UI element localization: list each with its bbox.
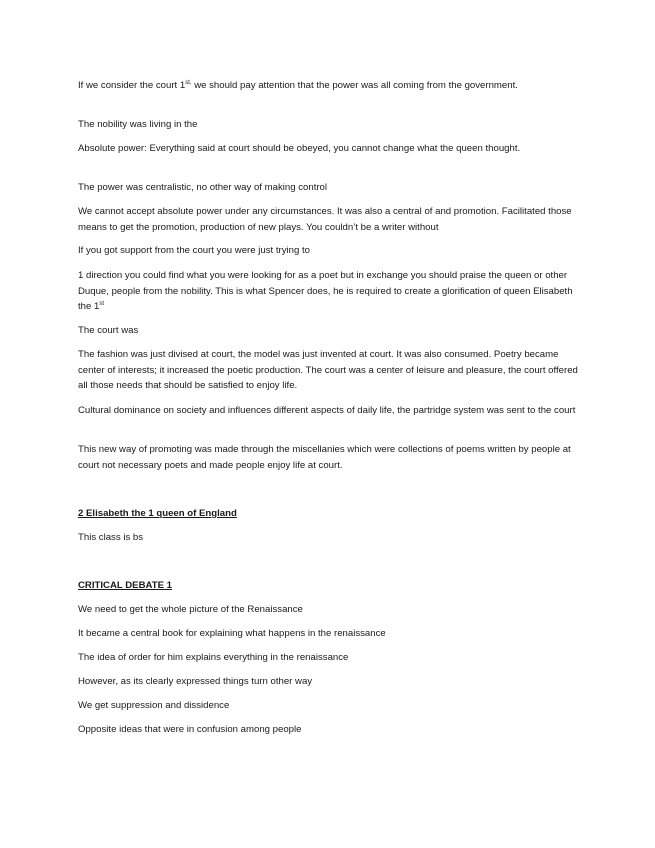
paragraph-promotion: We cannot accept absolute power under any circumstances. It was also a central of and promotion. Facilitated those means to get the promotion, production of new plays. You couldn’t be a writer without	[78, 206, 572, 233]
ordinal-superscript: st,	[185, 79, 192, 86]
paragraph-court-power	[78, 78, 578, 94]
paragraph-poet-direction	[78, 268, 578, 315]
section-heading-critical-debate: CRITICAL DEBATE 1	[78, 580, 172, 591]
paragraph-absolute-power: Absolute power: Everything said at court should be obeyed, you cannot change what the queen thought.	[78, 143, 521, 154]
paragraph-whole-picture: We need to get the whole picture of the Renaissance	[78, 604, 303, 615]
paragraph-central-book: It became a central book for explaining what happens in the renaissance	[78, 628, 386, 639]
paragraph-text: we should pay attention that the power was all coming from the government.	[191, 80, 518, 91]
paragraph-suppression: We get suppression and dissidence	[78, 700, 230, 711]
section-heading-elisabeth: 2 Elisabeth the 1 queen of England	[78, 508, 237, 519]
paragraph-text: If we consider the court 1	[78, 80, 186, 91]
paragraph-fashion: The fashion was just divised at court, the model was just invented at court. It was also consumed. Poetry became center of interests; it increased the poetic production. The court was a center of leisure and pleasure, the court offered all those needs that should be satisfied to enjoy life.	[78, 349, 578, 391]
paragraph-nobility: The nobility was living in the	[78, 119, 198, 130]
paragraph-support: If you got support from the court you were just trying to	[78, 245, 310, 256]
paragraph-cultural-dominance: Cultural dominance on society and influences different aspects of daily life, the partridge system was sent to the court	[78, 405, 576, 416]
paragraph-court-was: The court was	[78, 325, 139, 336]
ordinal-superscript: st	[99, 300, 105, 307]
paragraph-miscellanies: This new way of promoting was made through the miscellanies which were collections of poems written by people at court not necessary poets and made people enjoy life at court.	[78, 444, 571, 471]
paragraph-idea-of-order: The idea of order for him explains everything in the renaissance	[78, 652, 349, 663]
paragraph-however: However, as its clearly expressed things turn other way	[78, 676, 313, 687]
paragraph-text: 1 direction you could find what you were looking for as a poet but in exchange you should praise the queen or other Duque, people from the nobility. This is what Spencer does, he is required to create a glorification of queen Elisabeth the 1	[78, 270, 573, 312]
paragraph-centralistic: The power was centralistic, no other way of making control	[78, 182, 328, 193]
paragraph-opposite-ideas: Opposite ideas that were in confusion among people	[78, 724, 302, 735]
paragraph-class-note: This class is bs	[78, 532, 144, 543]
